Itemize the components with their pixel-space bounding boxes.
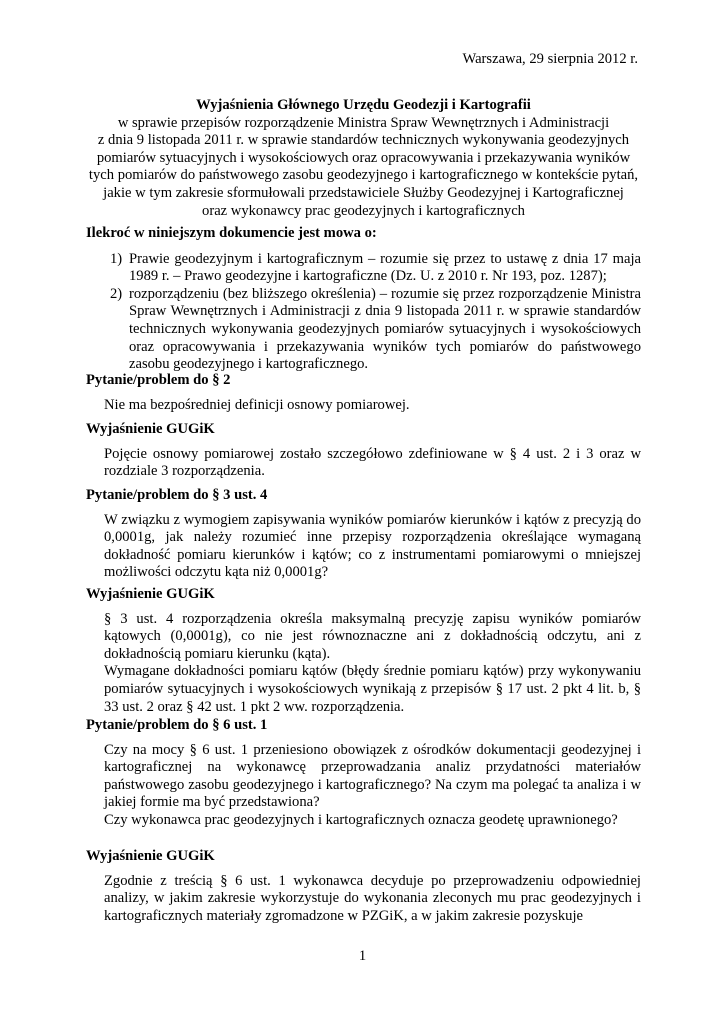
title-line: pomiarów sytuacyjnych i wysokościowych oraz opracowywania i przekazywania wyników xyxy=(96,149,631,166)
section-question-par2 xyxy=(86,372,641,414)
section-answer-par2 xyxy=(86,421,641,481)
section-paragraph: Pojęcie osnowy pomiarowej zostało szczegółowo zdefiniowane w § 4 ust. 2 i 3 oraz w rozdziale 3 rozporządzenia. xyxy=(104,445,641,480)
definition-number: 1) xyxy=(110,250,123,267)
title-line: tych pomiarów do państwowego zasobu geodezyjnego i kartograficznego w kontekście pytań, xyxy=(88,167,639,184)
section-heading: Pytanie/problem do § 2 xyxy=(86,372,231,388)
document-title: Wyjaśnienia Głównego Urzędu Geodezji i Kartografii xyxy=(196,97,531,113)
section-paragraph: Czy wykonawca prac geodezyjnych i kartograficznych oznacza geodetę uprawnionego? xyxy=(104,811,618,828)
section-question-par6 xyxy=(86,717,641,830)
section-paragraph: Czy na mocy § 6 ust. 1 przeniesiono obowiązek z ośrodków dokumentacji geodezyjnej i kartograficznej na wykonawcę przeprowadzania analiz przydatności materiałów państwowego zasobu geodezyjnego i kartograficznego? Na czym ma polegać ta analiza i w jakiej formie ma być przedstawiona? xyxy=(104,741,641,811)
section-paragraph: Zgodnie z treścią § 6 ust. 1 wykonawca decyduje po przeprowadzeniu odpowiedniej analizy, w jakim zakresie wykorzystuje do wykonania zleconych mu prac geodezyjnych i kartograficznych materiały zgromadzone w PZGiK, a w jakim zakresie pozyskuje xyxy=(104,872,641,924)
title-line: z dnia 9 listopada 2011 r. w sprawie standardów technicznych wykonywania geodezyjnych xyxy=(97,132,630,149)
definition-text: Prawie geodezyjnym i kartograficznym – rozumie się przez to ustawę z dnia 17 maja 1989 r. – Prawo geodezyjne i kartograficzne (Dz. U. z 2010 r. Nr 193, poz. 1287); xyxy=(129,250,641,285)
section-paragraph: Wymagane dokładności pomiaru kątów (błędy średnie pomiaru kątów) przy wykonywaniu pomiarów sytuacyjnych i wysokościowych wynikają z przepisów § 17 ust. 2 pkt 4 lit. b, § 33 ust. 2 oraz § 42 ust. 1 pkt 2 ww. rozporządzenia. xyxy=(104,663,641,715)
definitions-heading: Ilekroć w niniejszym dokumencie jest mowa o: xyxy=(86,225,377,241)
section-paragraph: § 3 ust. 4 rozporządzenia określa maksymalną precyzję zapisu wyników pomiarów kątowych (0,0001g), co nie jest równoznaczne ani z dokładnością odczytu, ani z dokładnością pomiaru kierunku (kąta). xyxy=(104,610,641,662)
section-heading: Wyjaśnienie GUGiK xyxy=(86,586,215,602)
section-heading: Wyjaśnienie GUGiK xyxy=(86,848,215,864)
section-answer-par6 xyxy=(86,848,641,925)
section-paragraph: Nie ma bezpośredniej definicji osnowy pomiarowej. xyxy=(104,396,410,413)
definitions-section xyxy=(86,225,641,374)
definition-item xyxy=(86,251,641,286)
section-heading: Pytanie/problem do § 3 ust. 4 xyxy=(86,487,268,503)
document-title-block xyxy=(86,97,641,220)
title-line: w sprawie przepisów rozporządzenie Ministra Spraw Wewnętrznych i Administracji xyxy=(117,114,610,131)
document-date: Warszawa, 29 sierpnia 2012 r. xyxy=(462,51,638,67)
section-heading: Pytanie/problem do § 6 ust. 1 xyxy=(86,717,268,733)
definition-text: rozporządzeniu (bez bliższego określenia) – rozumie się przez rozporządzenie Ministra Spraw Wewnętrznych i Administracji z dnia 9 listopada 2011 r. w sprawie standardów technicznych wykonywania geodezyjnych pomiarów sytuacyjnych i wysokościowych oraz opracowywania i przekazywania wyników tych pomiarów do państwowego zasobu geodezyjnego i kartograficznego. xyxy=(129,285,641,373)
section-paragraph: W związku z wymogiem zapisywania wyników pomiarów kierunków i kątów z precyzją do 0,0001g, jak należy rozumieć inne przepisy rozporządzenia określające wymaganą dokładność pomiaru kierunków i kątów; co z instrumentami pomiarowymi o mniejszej możliwości odczytu kąta niż 0,0001g? xyxy=(104,511,641,581)
definition-number: 2) xyxy=(110,285,123,302)
title-line: jakie w tym zakresie sformułowali przedstawiciele Służby Geodezyjnej i Kartograficznej xyxy=(103,184,624,201)
title-line: oraz wykonawcy prac geodezyjnych i kartograficznych xyxy=(202,202,525,219)
definition-item xyxy=(86,286,641,374)
section-answer-par3 xyxy=(86,586,641,716)
page-number: 1 xyxy=(358,948,367,964)
section-question-par3 xyxy=(86,487,641,582)
section-heading: Wyjaśnienie GUGiK xyxy=(86,421,215,437)
